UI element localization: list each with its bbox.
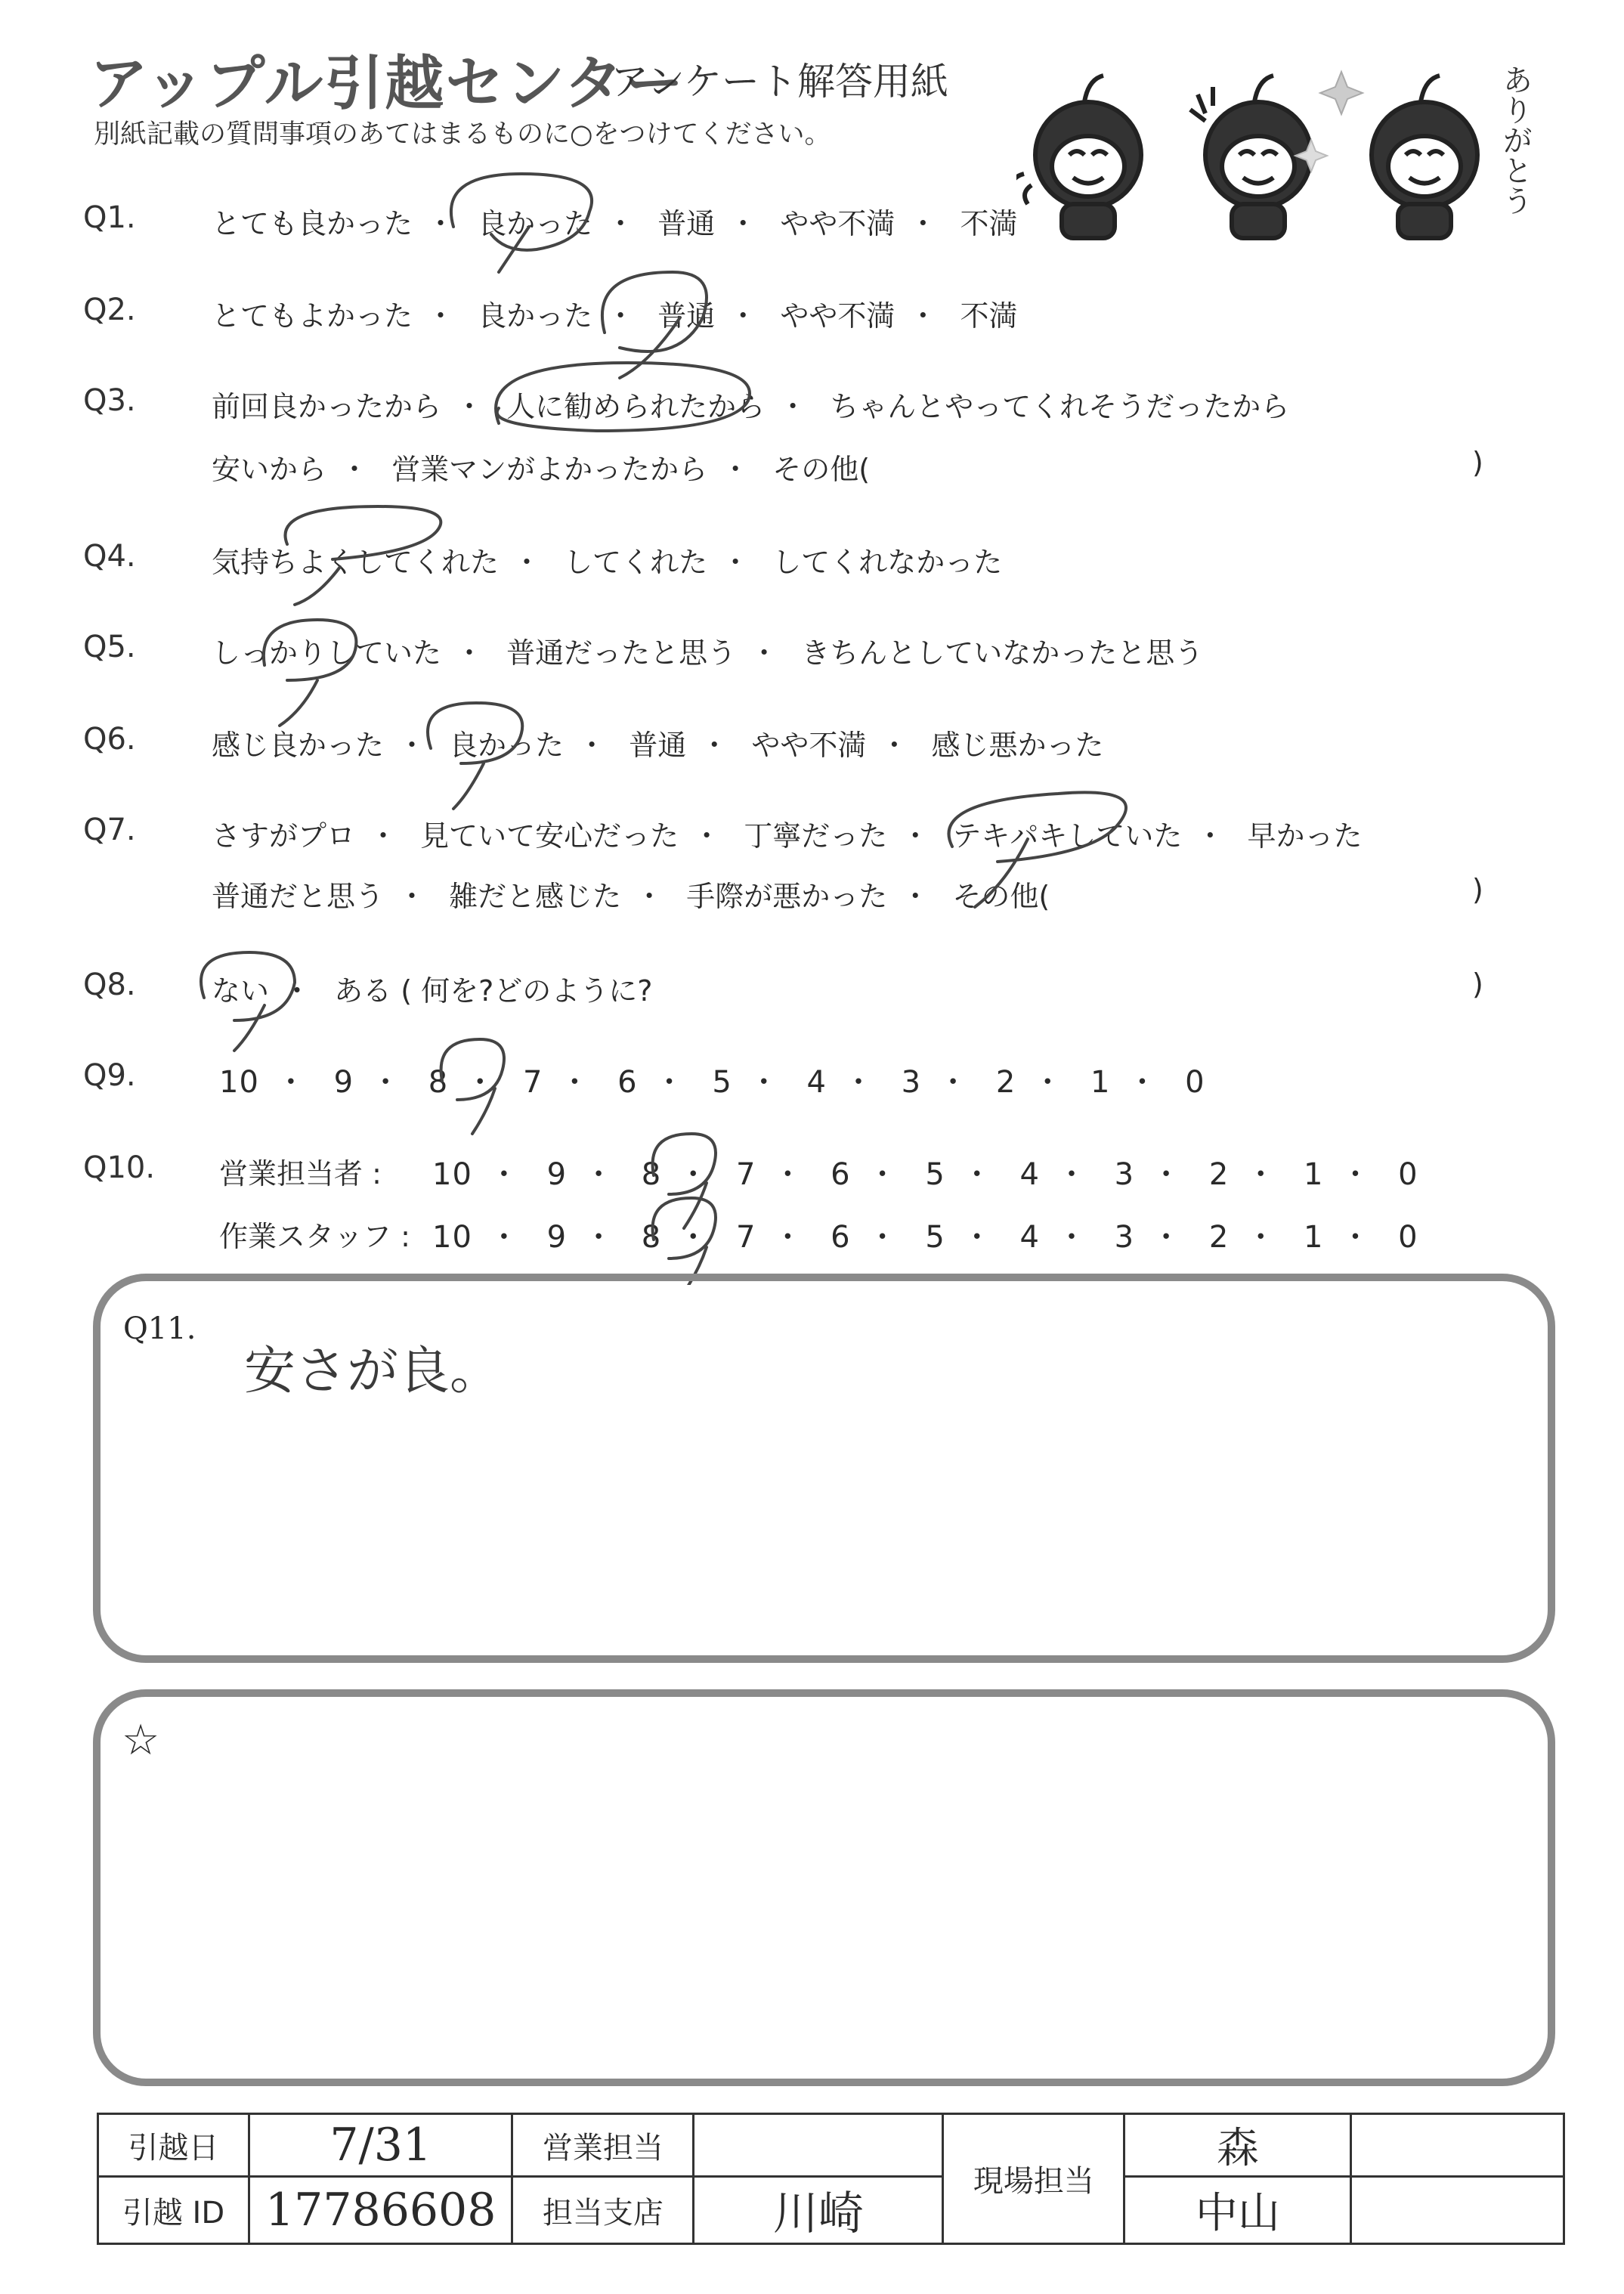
q3-option-6[interactable]: その他( bbox=[772, 453, 871, 486]
q10-sales-score-0[interactable]: 0 bbox=[1398, 1157, 1418, 1192]
q4-option-1[interactable]: 気持ちよくしてくれた bbox=[212, 546, 500, 579]
q4-label: Q4. bbox=[83, 539, 136, 574]
q10-sales-score-10[interactable]: 10 bbox=[432, 1157, 472, 1192]
q10-staff-score-10[interactable]: 10 bbox=[432, 1220, 472, 1255]
q10-sales-scale: 10 ・ 9 ・ 8 ・ 7 ・ 6 ・ 5 ・ 4 ・ 3 ・ 2 ・ 1 ・ 0 bbox=[432, 1157, 1418, 1192]
q10-staff-score-1[interactable]: 1 bbox=[1304, 1220, 1324, 1255]
q7-label: Q7. bbox=[83, 813, 136, 847]
q7-options-row2: 普通だと思う ・ 雑だと感じた ・ 手際が悪かった ・ その他( bbox=[212, 880, 1050, 913]
site-rep-value-2[interactable]: 中山 bbox=[1124, 2177, 1351, 2244]
q10-sales-score-4[interactable]: 4 bbox=[1019, 1157, 1040, 1192]
monkey-mascots-illustration bbox=[1016, 42, 1538, 246]
instruction-text: 別紙記載の質問事項のあてはまるものに○をつけてください。 bbox=[94, 119, 831, 150]
q7-option-3[interactable]: 丁寧だった bbox=[744, 819, 888, 853]
monkey-1-icon bbox=[1016, 76, 1141, 238]
sparkle-icon bbox=[1320, 72, 1363, 114]
q1-option-4[interactable]: やや不満 bbox=[780, 207, 896, 240]
q7-options: さすがプロ ・ 見ていて安心だった ・ 丁寧だった ・ テキパキしていた ・ 早かった bbox=[212, 819, 1363, 853]
q10-sales-score-8[interactable]: 8 bbox=[641, 1157, 662, 1192]
q10-staff-score-4[interactable]: 4 bbox=[1019, 1220, 1040, 1255]
q9-score-9[interactable]: 9 bbox=[333, 1065, 354, 1100]
thanks-text: ありがとう bbox=[1498, 64, 1533, 215]
q10-sales-score-7[interactable]: 7 bbox=[735, 1157, 756, 1192]
q10-sales-score-2[interactable]: 2 bbox=[1208, 1157, 1230, 1192]
q7-option-5[interactable]: 早かった bbox=[1247, 819, 1363, 853]
q3-options: 前回良かったから ・ 人に勧められたから ・ ちゃんとやってくれそうだったから bbox=[212, 390, 1290, 423]
q9-score-10[interactable]: 10 bbox=[219, 1065, 259, 1100]
q10-sales-score-9[interactable]: 9 bbox=[546, 1157, 568, 1192]
q9-score-5[interactable]: 5 bbox=[712, 1065, 732, 1100]
q3-close-paren: ) bbox=[1472, 446, 1483, 479]
q6-label: Q6. bbox=[83, 722, 136, 757]
q10-staff-score-8[interactable]: 8 bbox=[641, 1220, 662, 1255]
q6-option-4[interactable]: やや不満 bbox=[751, 729, 867, 762]
q8-option-1[interactable]: ない bbox=[212, 974, 270, 1008]
q9-score-4[interactable]: 4 bbox=[806, 1065, 827, 1100]
q11-handwritten-comment: 安さが良。 bbox=[244, 1342, 502, 1401]
q3-option-1[interactable]: 前回良かったから bbox=[212, 390, 442, 423]
q2-option-1[interactable]: とてもよかった bbox=[212, 299, 413, 333]
q6-option-3[interactable]: 普通 bbox=[629, 729, 687, 762]
q6-option-1[interactable]: 感じ良かった bbox=[212, 729, 385, 762]
q7-option-6[interactable]: 普通だと思う bbox=[212, 880, 385, 913]
q2-option-4[interactable]: やや不満 bbox=[780, 299, 896, 333]
q5-label: Q5. bbox=[83, 630, 136, 664]
q10-staff-score-7[interactable]: 7 bbox=[735, 1220, 756, 1255]
q1-option-3[interactable]: 普通 bbox=[657, 207, 716, 240]
q7-option-4[interactable]: テキパキしていた bbox=[952, 819, 1183, 853]
q6-option-2[interactable]: 良かった bbox=[449, 729, 565, 762]
q8-option-2[interactable]: ある ( 何を?どのように? bbox=[334, 974, 653, 1008]
q10-staff-score-9[interactable]: 9 bbox=[546, 1220, 568, 1255]
q3-option-2[interactable]: 人に勧められたから bbox=[506, 390, 766, 423]
q10-label: Q10. bbox=[83, 1150, 156, 1185]
q10-staff-label: 作業スタッフ : bbox=[219, 1220, 410, 1253]
q10-staff-score-6[interactable]: 6 bbox=[831, 1220, 851, 1255]
q1-label: Q1. bbox=[83, 200, 136, 235]
q2-option-3[interactable]: 普通 bbox=[657, 299, 716, 333]
q9-label: Q9. bbox=[83, 1058, 136, 1093]
branch-value[interactable]: 川崎 bbox=[694, 2177, 943, 2244]
q9-scale: 10 ・ 9 ・ 8 ・ 7 ・ 6 ・ 5 ・ 4 ・ 3 ・ 2 ・ 1 ・ 0 bbox=[219, 1065, 1205, 1100]
q10-staff-score-5[interactable]: 5 bbox=[925, 1220, 945, 1255]
q10-staff-scale: 10 ・ 9 ・ 8 ・ 7 ・ 6 ・ 5 ・ 4 ・ 3 ・ 2 ・ 1 ・ 0 bbox=[432, 1220, 1418, 1255]
q10-sales-score-5[interactable]: 5 bbox=[925, 1157, 945, 1192]
company-title: アップル引越センター bbox=[89, 50, 685, 118]
q5-options: しっかりしていた ・ 普通だったと思う ・ きちんとしていなかったと思う bbox=[212, 636, 1204, 670]
q9-score-8[interactable]: 8 bbox=[428, 1065, 449, 1100]
form-title: アンケート解答用紙 bbox=[611, 60, 948, 104]
q9-score-3[interactable]: 3 bbox=[901, 1065, 922, 1100]
star-comment-box[interactable] bbox=[93, 1689, 1555, 2086]
q3-option-5[interactable]: 営業マンがよかったから bbox=[391, 453, 708, 486]
q7-option-9[interactable]: その他( bbox=[952, 880, 1050, 913]
q11-label: Q11. bbox=[123, 1311, 196, 1346]
branch-label: 担当支店 bbox=[512, 2177, 694, 2244]
q10-staff-score-0[interactable]: 0 bbox=[1398, 1220, 1418, 1255]
q1-option-2[interactable]: 良かった bbox=[478, 207, 593, 240]
sales-rep-value[interactable] bbox=[694, 2114, 943, 2177]
q2-option-2[interactable]: 良かった bbox=[478, 299, 593, 333]
q10-sales-label: 営業担当者 : bbox=[219, 1157, 382, 1190]
moving-id-label: 引越 ID bbox=[98, 2177, 249, 2244]
moving-date-label: 引越日 bbox=[98, 2114, 249, 2177]
q11-comment-box[interactable] bbox=[93, 1274, 1555, 1663]
q3-options-row2: 安いから ・ 営業マンがよかったから ・ その他( bbox=[212, 453, 871, 486]
q10-staff-score-2[interactable]: 2 bbox=[1208, 1220, 1230, 1255]
q4-option-3[interactable]: してくれなかった bbox=[772, 546, 1003, 579]
q5-option-2[interactable]: 普通だったと思う bbox=[506, 636, 737, 670]
moving-id-value[interactable]: 17786608 bbox=[249, 2177, 512, 2244]
q4-option-2[interactable]: してくれた bbox=[564, 546, 708, 579]
q9-score-2[interactable]: 2 bbox=[995, 1065, 1016, 1100]
q5-option-1[interactable]: しっかりしていた bbox=[212, 636, 442, 670]
q2-label: Q2. bbox=[83, 293, 136, 327]
site-rep-label: 現場担当 bbox=[943, 2114, 1124, 2244]
q8-close-paren: ) bbox=[1472, 967, 1483, 1001]
q10-staff-score-3[interactable]: 3 bbox=[1114, 1220, 1135, 1255]
q4-options: 気持ちよくしてくれた ・ してくれた ・ してくれなかった bbox=[212, 546, 1003, 579]
q1-option-5[interactable]: 不満 bbox=[960, 207, 1018, 240]
q9-score-1[interactable]: 1 bbox=[1090, 1065, 1111, 1100]
q9-score-0[interactable]: 0 bbox=[1185, 1065, 1205, 1100]
q5-option-3[interactable]: きちんとしていなかったと思う bbox=[801, 636, 1204, 670]
q10-sales-score-3[interactable]: 3 bbox=[1114, 1157, 1135, 1192]
q3-option-3[interactable]: ちゃんとやってくれそうだったから bbox=[830, 390, 1290, 423]
q3-label: Q3. bbox=[83, 383, 136, 418]
site-rep-extra-1[interactable] bbox=[1351, 2114, 1564, 2177]
q8-options: ない ・ ある ( 何を?どのように? bbox=[212, 974, 653, 1008]
q6-option-5[interactable]: 感じ悪かった bbox=[931, 729, 1104, 762]
q9-score-7[interactable]: 7 bbox=[522, 1065, 543, 1100]
q7-option-7[interactable]: 雑だと感じた bbox=[449, 880, 622, 913]
q10-sales-score-6[interactable]: 6 bbox=[831, 1157, 851, 1192]
q10-sales-score-1[interactable]: 1 bbox=[1304, 1157, 1324, 1192]
q7-option-8[interactable]: 手際が悪かった bbox=[686, 880, 888, 913]
q7-close-paren: ) bbox=[1472, 873, 1483, 906]
q7-option-1[interactable]: さすがプロ bbox=[212, 819, 356, 853]
q2-option-5[interactable]: 不満 bbox=[960, 299, 1018, 333]
moving-date-value[interactable]: 7/31 bbox=[249, 2114, 512, 2177]
monkey-2-icon bbox=[1190, 76, 1311, 238]
footer-info-table bbox=[97, 2113, 1565, 2245]
q6-options: 感じ良かった ・ 良かった ・ 普通 ・ やや不満 ・ 感じ悪かった bbox=[212, 729, 1104, 762]
site-rep-value-1[interactable]: 森 bbox=[1124, 2114, 1351, 2177]
q9-score-6[interactable]: 6 bbox=[617, 1065, 638, 1100]
q2-options: とてもよかった ・ 良かった ・ 普通 ・ やや不満 ・ 不満 bbox=[212, 299, 1018, 333]
q1-options: とても良かった ・ 良かった ・ 普通 ・ やや不満 ・ 不満 bbox=[212, 207, 1018, 240]
sales-rep-label: 営業担当 bbox=[512, 2114, 694, 2177]
q1-option-1[interactable]: とても良かった bbox=[212, 207, 413, 240]
site-rep-extra-2[interactable] bbox=[1351, 2177, 1564, 2244]
q3-option-4[interactable]: 安いから bbox=[212, 453, 327, 486]
q8-label: Q8. bbox=[83, 967, 136, 1002]
q7-option-2[interactable]: 見ていて安心だった bbox=[420, 819, 679, 853]
star-icon: ☆ bbox=[122, 1716, 160, 1765]
monkey-3-icon bbox=[1372, 76, 1477, 238]
